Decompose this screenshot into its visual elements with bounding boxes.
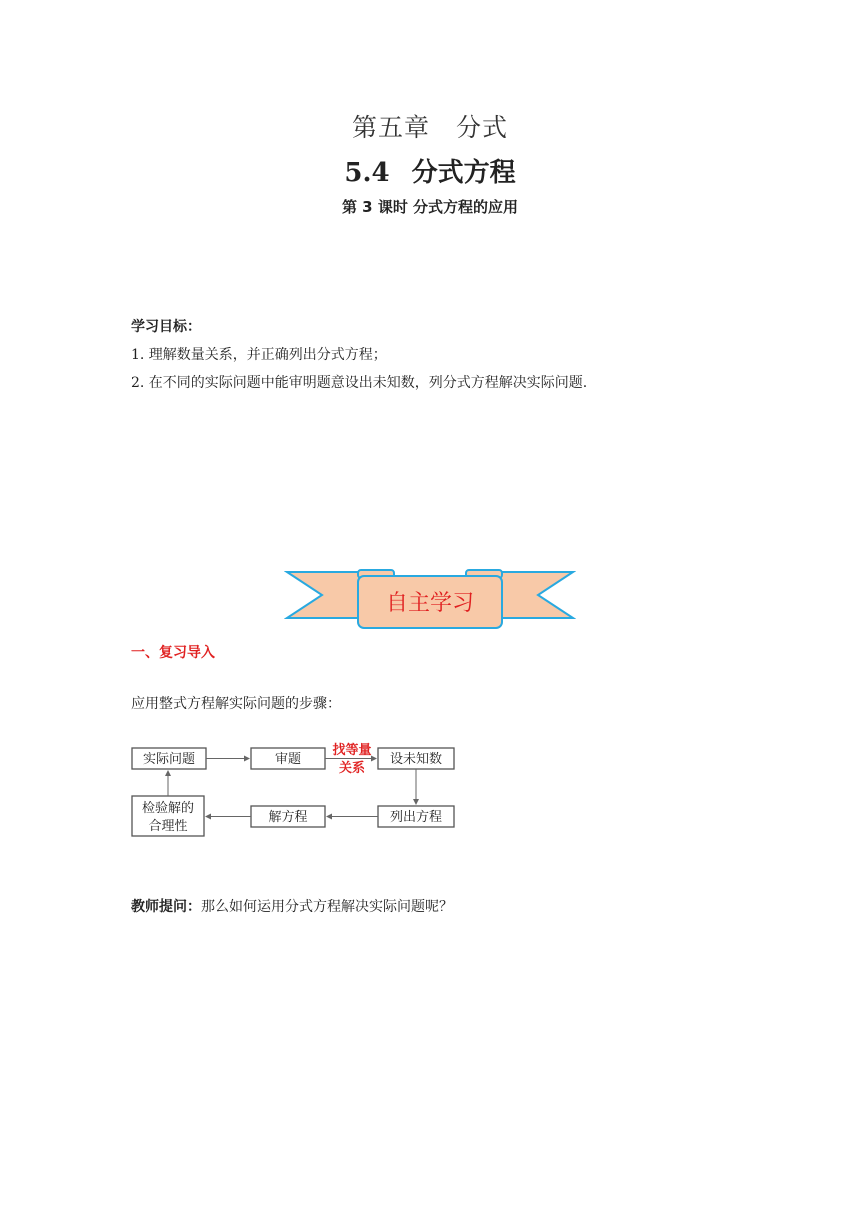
edge-label-line2: 关系 (338, 761, 366, 776)
review-heading: 一、复习导入 (131, 645, 215, 661)
node-review-problem-label: 审题 (274, 752, 302, 767)
node-check-line1: 检验解的 (141, 801, 195, 816)
steps-intro: 应用整式方程解实际问题的步骤： (131, 696, 341, 712)
teacher-question-label: 教师提问： (131, 899, 201, 915)
chapter-title: 第五章 分式 (351, 113, 508, 142)
node-check-line2: 合理性 (148, 819, 188, 834)
learning-goal-2: 2. 在不同的实际问题中能审明题意设出未知数，列分式方程解决实际问题. (131, 375, 588, 391)
section-title: 分式方程 (411, 158, 516, 188)
learning-goal-1: 1. 理解数量关系，并正确列出分式方程； (131, 347, 387, 363)
self-study-banner (284, 566, 576, 632)
lesson-title: 第 3 课时 分式方程的应用 (341, 198, 519, 216)
section-number: 5.4 (344, 158, 390, 188)
node-actual-problem-label: 实际问题 (142, 752, 196, 767)
edge-label-line1: 找等量 (332, 743, 372, 758)
section-heading (0, 152, 860, 189)
teacher-question (131, 896, 453, 916)
banner-label: 自主学习 (385, 591, 475, 616)
node-solve-equation-label: 解方程 (268, 810, 308, 825)
learning-goals-heading: 学习目标： (131, 319, 201, 335)
node-list-equation-label: 列出方程 (389, 810, 443, 825)
teacher-question-text: 那么如何运用分式方程解决实际问题呢？ (201, 899, 453, 915)
node-set-unknown-label: 设未知数 (389, 752, 443, 767)
solving-steps-flowchart (128, 738, 460, 842)
